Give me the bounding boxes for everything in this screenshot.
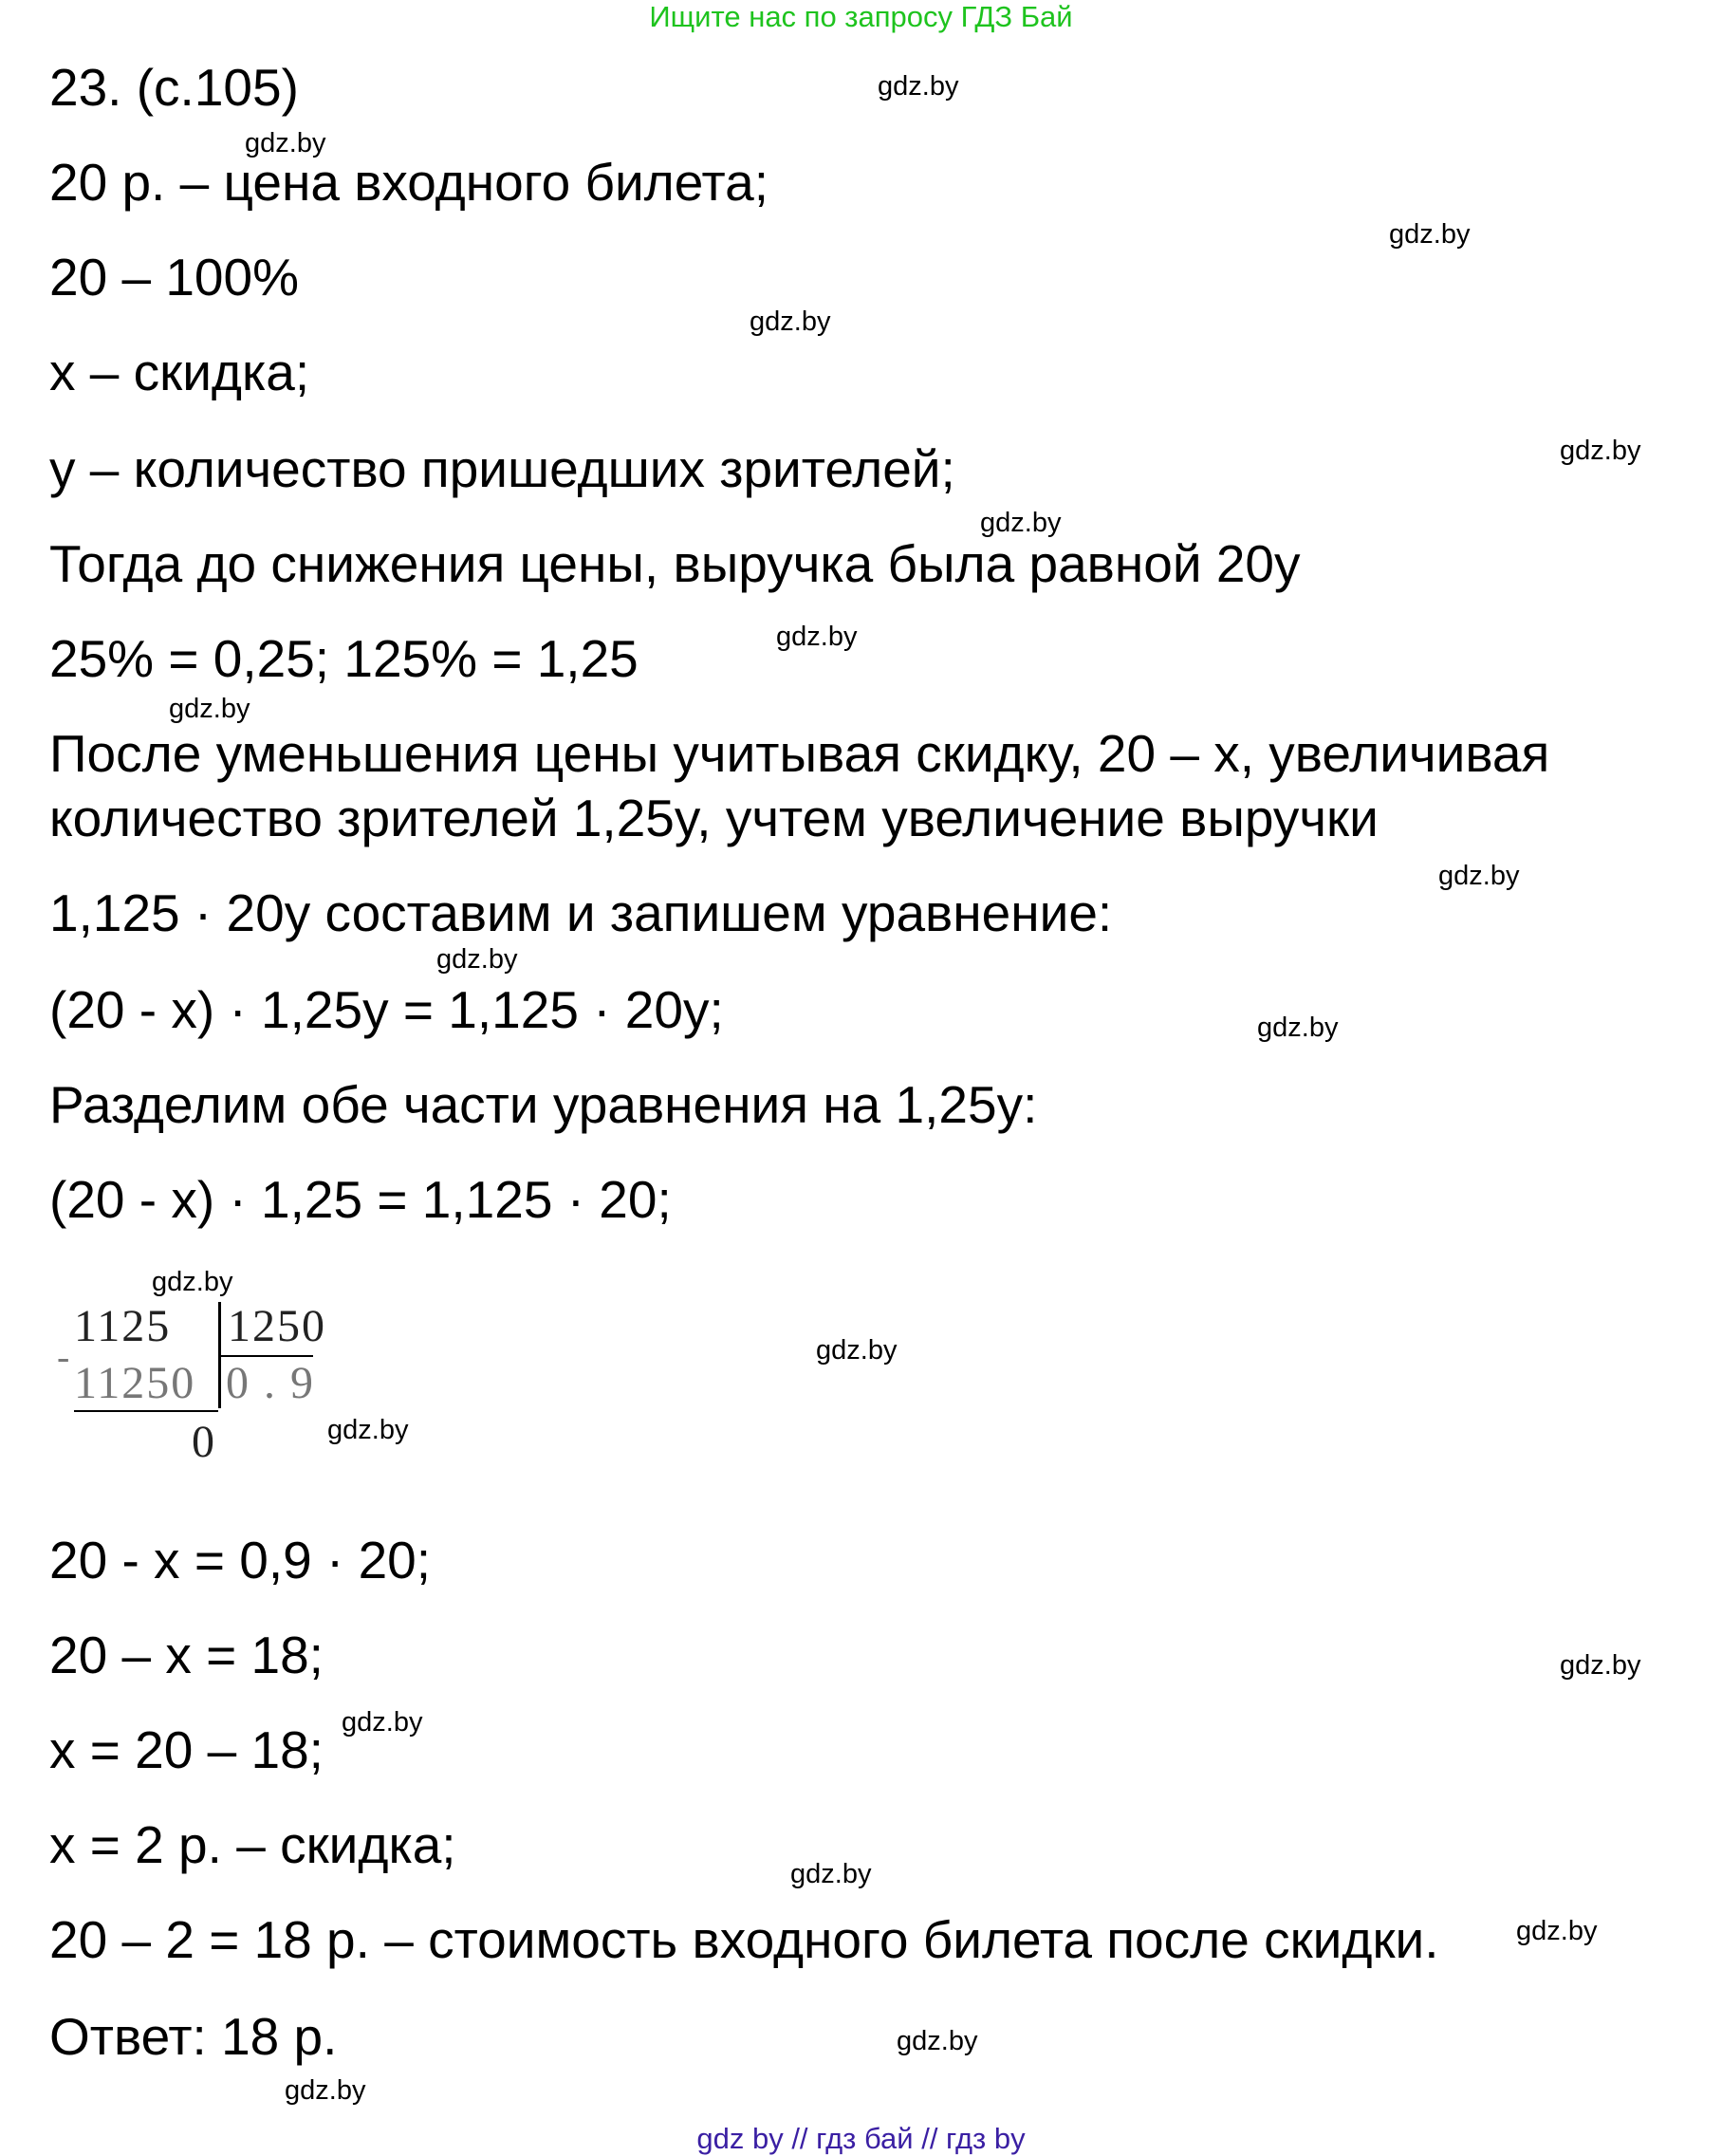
top-banner[interactable]: Ищите нас по запросу ГДЗ Бай: [649, 0, 1073, 33]
equation-line: 20 - x = 0,9 · 20;: [49, 1531, 432, 1589]
division-divisor: 1250: [228, 1301, 326, 1351]
division-subtraction-line: [74, 1410, 218, 1412]
watermark: gdz.by: [897, 2026, 978, 2056]
division-subtrahend: 11250: [74, 1358, 196, 1408]
watermark: gdz.by: [436, 944, 518, 975]
watermark: gdz.by: [1516, 1916, 1598, 1946]
watermark: gdz.by: [1560, 1650, 1641, 1681]
solution-line: 25% = 0,25; 125% = 1,25: [49, 629, 639, 688]
equation-line: x = 20 – 18;: [49, 1720, 324, 1779]
footer-links[interactable]: gdz by // гдз бай // гдз by: [696, 2122, 1026, 2155]
solution-line: количество зрителей 1,25y, учтем увеличение выручки: [49, 789, 1379, 847]
solution-line: Разделим обе части уравнения на 1,25y:: [49, 1075, 1038, 1134]
watermark: gdz.by: [980, 508, 1062, 538]
watermark: gdz.by: [169, 694, 250, 724]
problem-number: 23. (с.105): [49, 58, 299, 117]
watermark: gdz.by: [245, 128, 326, 158]
equation-line: (20 - x) · 1,25 = 1,125 · 20;: [49, 1170, 672, 1229]
watermark: gdz.by: [750, 307, 831, 337]
watermark: gdz.by: [285, 2075, 366, 2106]
division-minus-sign: -: [57, 1335, 72, 1378]
division-divisor-underline: [220, 1355, 313, 1357]
division-dividend: 1125: [74, 1301, 172, 1351]
watermark: gdz.by: [878, 71, 959, 102]
watermark: gdz.by: [342, 1707, 423, 1738]
solution-line: Тогда до снижения цены, выручка была равной 20y: [49, 534, 1301, 593]
solution-line: 1,125 · 20y составим и запишем уравнение:: [49, 883, 1113, 942]
solution-line: 20 – 2 = 18 р. – стоимость входного билета после скидки.: [49, 1910, 1439, 1969]
watermark: gdz.by: [790, 1859, 872, 1889]
equation-line: (20 - x) · 1,25y = 1,125 · 20y;: [49, 980, 724, 1039]
equation-line: x = 2 р. – скидка;: [49, 1815, 456, 1874]
solution-line: x – скидка;: [49, 343, 310, 401]
solution-line: 20 р. – цена входного билета;: [49, 153, 768, 212]
watermark: gdz.by: [1438, 861, 1520, 891]
watermark: gdz.by: [1257, 1013, 1339, 1043]
watermark: gdz.by: [776, 622, 858, 652]
division-quotient: 0 . 9: [226, 1358, 315, 1408]
division-remainder: 0: [192, 1417, 216, 1467]
watermark: gdz.by: [816, 1335, 898, 1366]
answer-line: Ответ: 18 р.: [49, 2007, 338, 2066]
watermark: gdz.by: [1389, 219, 1471, 250]
solution-line: После уменьшения цены учитывая скидку, 20 – x, увеличивая: [49, 724, 1550, 783]
watermark: gdz.by: [327, 1415, 409, 1445]
solution-line: 20 – 100%: [49, 248, 299, 307]
solution-line: y – количество пришедших зрителей;: [49, 439, 955, 498]
watermark: gdz.by: [152, 1267, 233, 1297]
equation-line: 20 – x = 18;: [49, 1626, 324, 1684]
watermark: gdz.by: [1560, 436, 1641, 466]
